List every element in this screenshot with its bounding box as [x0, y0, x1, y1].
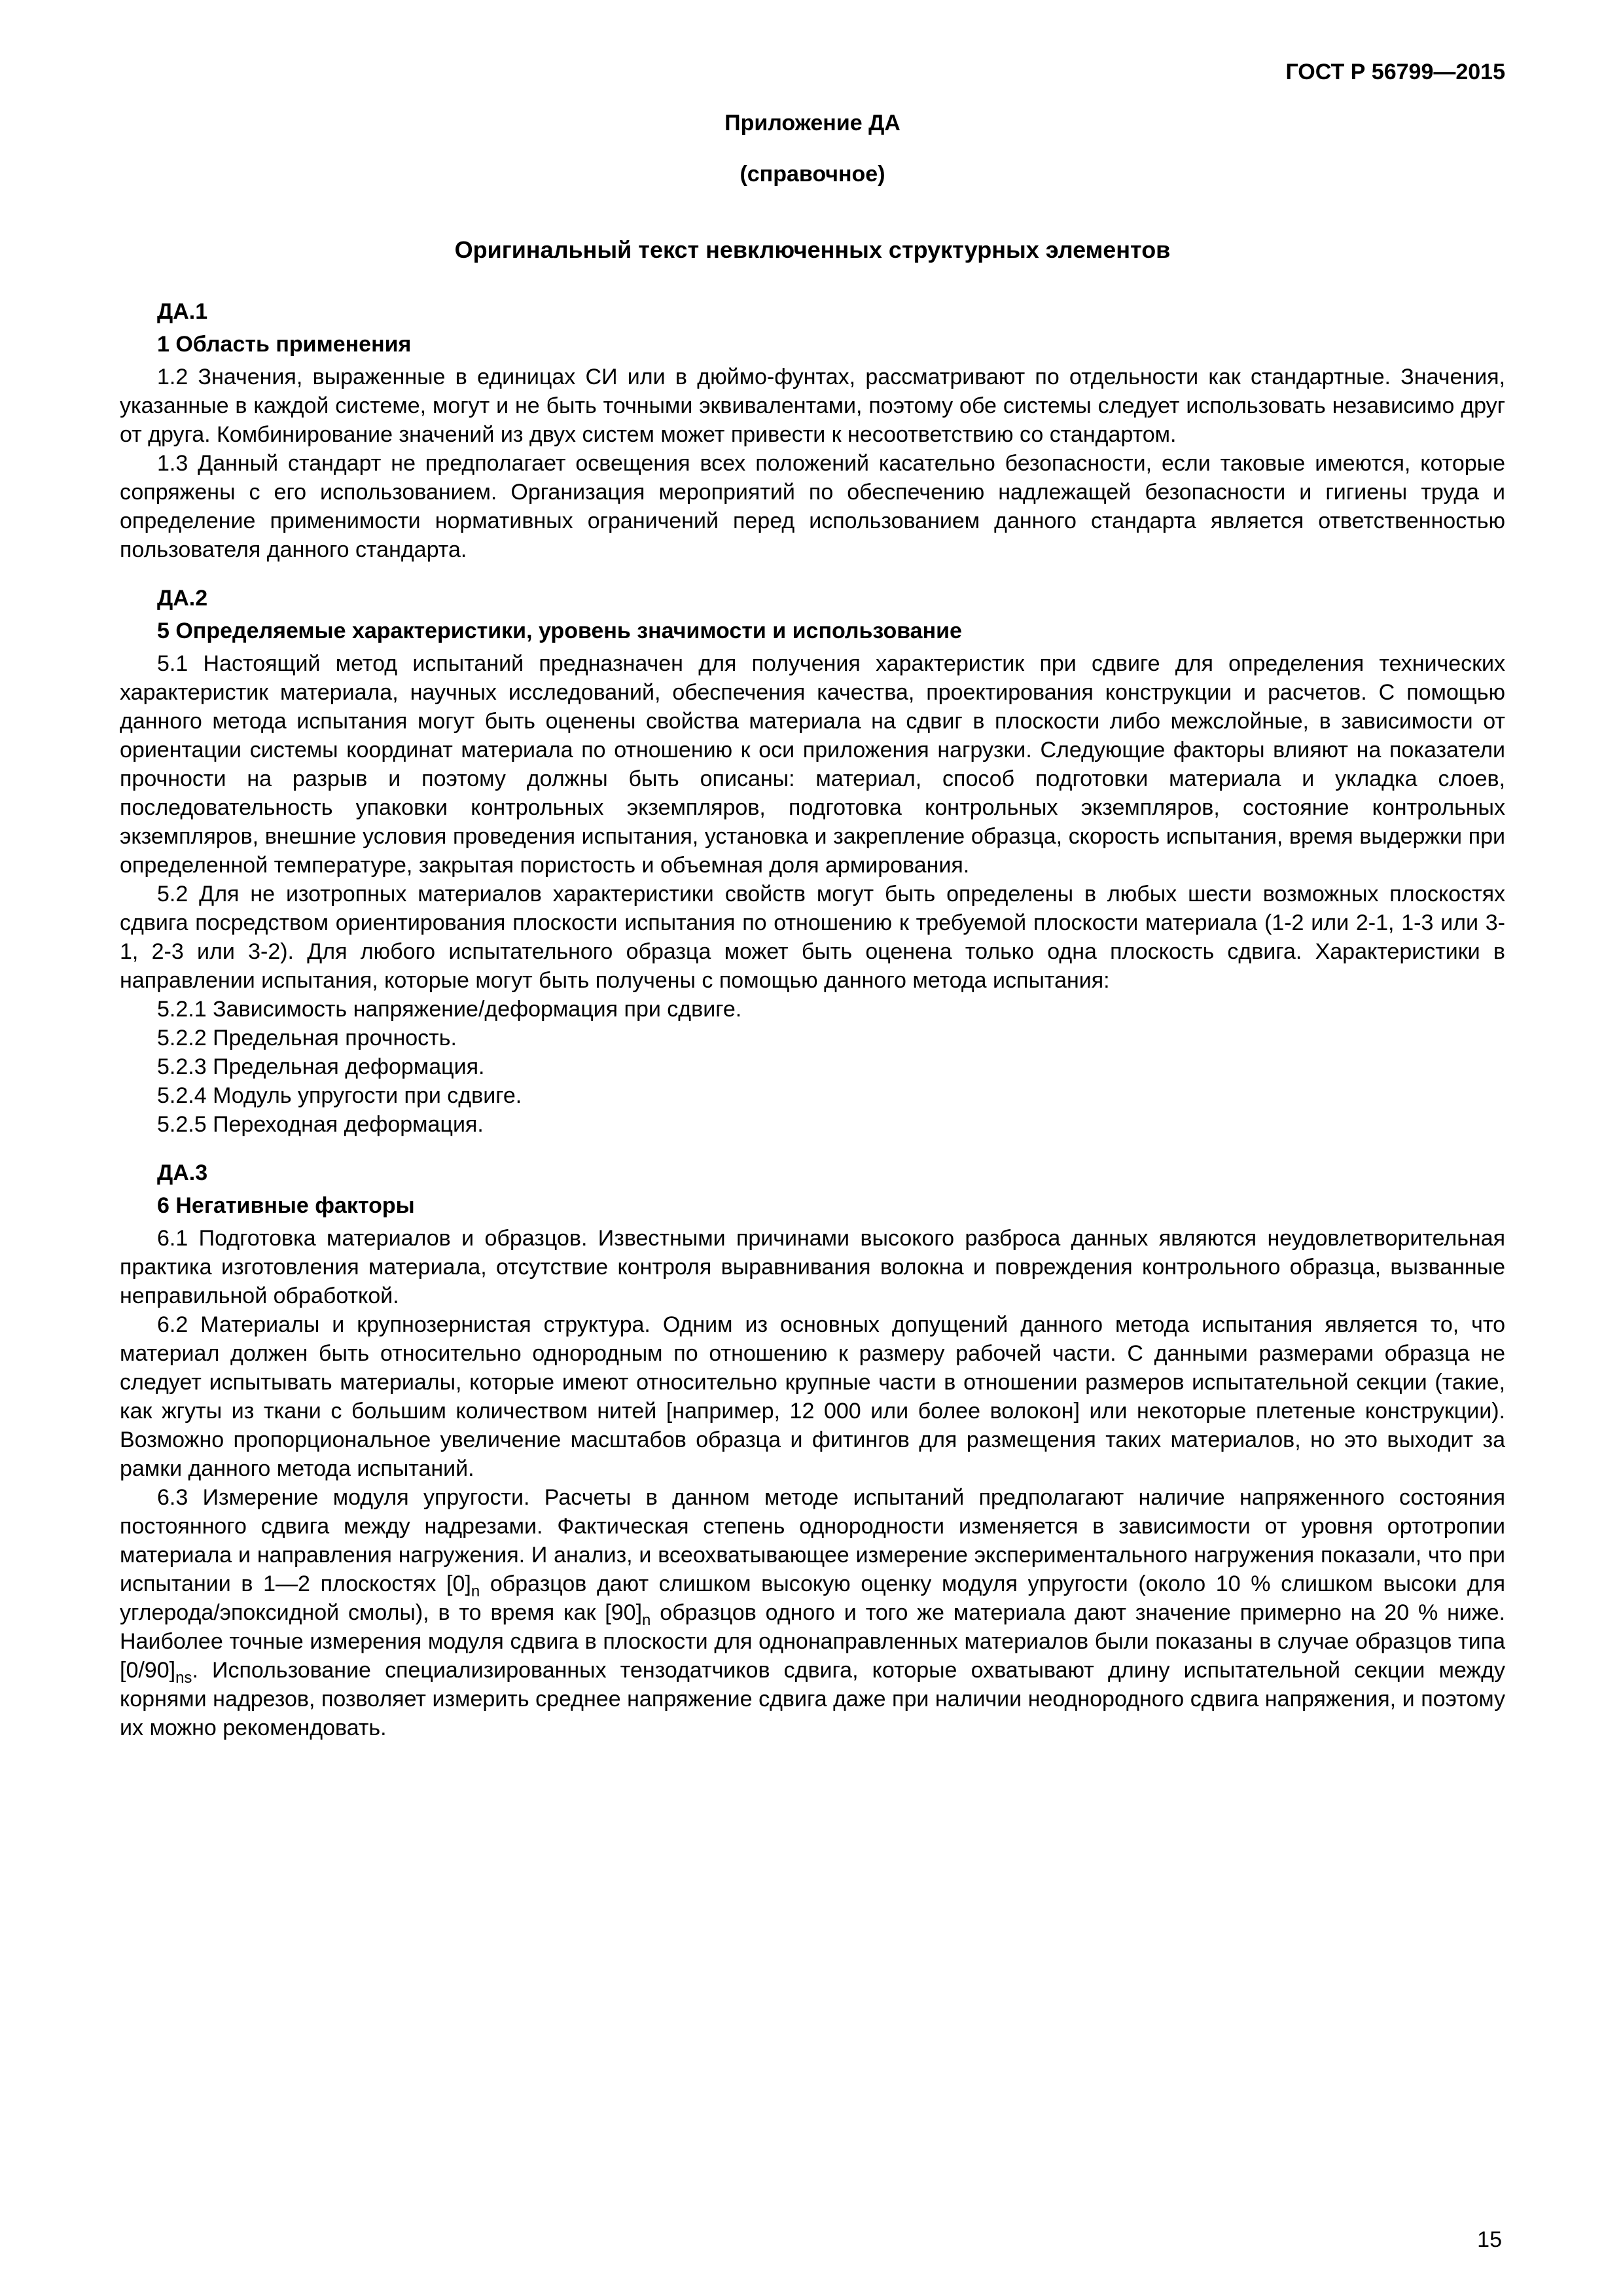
section-ДА.1 [120, 297, 1505, 564]
section-ДА.3 [120, 1158, 1505, 1742]
appendix-label: Приложение ДА [724, 111, 901, 135]
appendix-title: Оригинальный текст невключенных структурных элементов [454, 236, 1171, 263]
paragraph-text: образцов одного и того же материала дают значение примерно на 20 % ниже. Наиболее точные измерения модуля сдвига в плоскости для однонаправленных материалов были показаны в случае образцов типа [0/90] [120, 1600, 1505, 1683]
paragraph: 1.2 Значения, выраженные в единицах СИ или в дюймо-фунтах, рассматривают по отдельности как стандартные. Значения, указанные в каждой системе, могут и не быть точными эквивалентами, поэтому обе системы следует использовать независимо друг от друга. Комбинирование значений из двух систем может привести к несоответствию со стандартом. [120, 365, 1505, 447]
section-id: ДА.1 [157, 299, 208, 324]
paragraph: 5.2 Для не изотропных материалов характеристики свойств могут быть определены в любых шести возможных плоскостях сдвига посредством ориентирования плоскости испытания по отношению к требуемой плоскости материала (1-2 или 2-1, 1-3 или 3-1, 2-3 или 3-2). Для любого испытательного образца может быть оценена только одна плоскость сдвига. Характеристики в направлении испытания, которые могут быть получены с помощью данного метода испытания: [120, 882, 1505, 993]
document-code-header: ГОСТ Р 56799—2015 [1285, 60, 1505, 84]
paragraph: 5.2.5 Переходная деформация. [157, 1112, 484, 1137]
paragraph: 5.2.4 Модуль упругости при сдвиге. [157, 1083, 522, 1108]
appendix-type: (справочное) [740, 162, 885, 187]
paragraph: 5.2.2 Предельная прочность. [157, 1026, 457, 1050]
paragraph-text: образцов дают слишком высокую оценку модуля упругости (около 10 % слишком высоки для углерода/эпоксидной смолы), в то время как [90] [120, 1571, 1505, 1625]
paragraph-text: 6.3 Измерение модуля упругости. Расчеты в данном методе испытаний предполагают наличие напряженного состояния постоянного сдвига между надрезами. Фактическая степень однородности изменяется в зависимости от уровня ортотропии материала и направления нагружения. И анализ, и всеохватывающее измерение экспериментального нагружения показали, что при испытании в 1—2 плоскостях [0] [120, 1485, 1505, 1596]
sections-container [120, 297, 1505, 1742]
paragraph: 6.1 Подготовка материалов и образцов. Известными причинами высокого разброса данных являются неудовлетворительная практика изготовления материала, отсутствие контроля выравнивания волокна и повреждения контрольного образца, вызванные неправильной обработкой. [120, 1226, 1505, 1308]
section-heading: 5 Определяемые характеристики, уровень значимости и использование [157, 619, 962, 643]
section-heading: 1 Область применения [157, 332, 412, 357]
section-id: ДА.3 [157, 1160, 208, 1185]
paragraph [120, 1483, 1505, 1742]
subscript-text: n [471, 1582, 480, 1600]
paragraph: 6.2 Материалы и крупнозернистая структура. Одним из основных допущений данного метода испытания является то, что материал должен быть относительно однородным по отношению к размеру рабочей части. С данными размерами образца не следует испытывать материалы, которые имеют относительно крупные части в отношении размеров испытательной секции (такие, как жгуты из ткани с большим количеством нитей [например, 12 000 или более волокон] или некоторые плетеные конструкции). Возможно пропорциональное увеличение масштабов образца и фитингов для размещения таких материалов, но это выходит за рамки данного метода испытаний. [120, 1312, 1505, 1481]
paragraph: 1.3 Данный стандарт не предполагает освещения всех положений касательно безопасности, если таковые имеются, которые сопряжены с его использованием. Организация мероприятий по обеспечению надлежащей безопасности и гигиены труда и определение применимости нормативных ограничений перед использованием данного стандарта является ответственностью пользователя данного стандарта. [120, 451, 1505, 562]
section-heading: 6 Негативные факторы [157, 1193, 415, 1218]
section-id: ДА.2 [157, 586, 208, 611]
subscript-text: n [642, 1611, 651, 1629]
paragraph: 5.1 Настоящий метод испытаний предназначен для получения характеристик при сдвиге для определения технических характеристик материала, научных исследований, обеспечения качества, проектирования конструкции и расчетов. С помощью данного метода испытания могут быть оценены свойства материала на сдвиг в плоскости либо межслойные, в зависимости от ориентации системы координат материала по отношению к оси приложения нагрузки. Следующие факторы влияют на показатели прочности на разрыв и поэтому должны быть описаны: материал, способ подготовки материала и укладка слоев, последовательность упаковки контрольных экземпляров, подготовка контрольных экземпляров, состояние контрольных экземпляров, внешние условия проведения испытания, установка и закрепление образца, скорость испытания, время выдержки при определенной температуре, закрытая пористость и объемная доля армирования. [120, 651, 1505, 878]
paragraph-text: . Использование специализированных тензодатчиков сдвига, которые охватывают длину испытательной секции между корнями надрезов, позволяет измерить среднее напряжение сдвига даже при наличии неоднородного сдвига напряжения, и поэтому их можно рекомендовать. [120, 1658, 1505, 1740]
section-ДА.2 [120, 584, 1505, 1139]
page-content [120, 58, 1505, 1742]
paragraph: 5.2.1 Зависимость напряжение/деформация при сдвиге. [157, 997, 742, 1022]
paragraph: 5.2.3 Предельная деформация. [157, 1054, 485, 1079]
page-number: 15 [1477, 2227, 1502, 2252]
subscript-text: ns [175, 1668, 192, 1687]
